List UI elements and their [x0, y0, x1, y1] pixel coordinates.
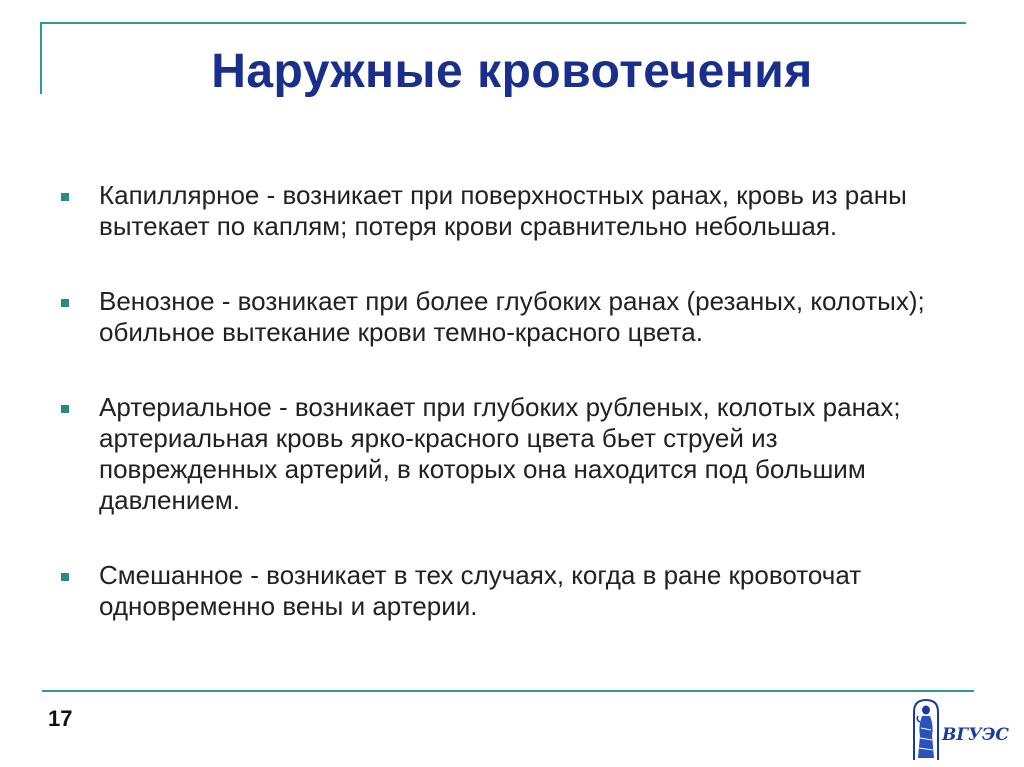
bullet-item-arterial	[60, 392, 960, 516]
university-logo	[910, 696, 1018, 762]
bullet-item-mixed	[60, 560, 960, 622]
bullet-text: Артериальное - возникает при глубоких рубленых, колотых ранах; артериальная кровь ярко-красного цвета бьет струей из поврежденных артерий, в которых она находится под большим давлением.	[99, 392, 901, 515]
square-bullet-icon	[61, 299, 69, 307]
footer-line	[42, 690, 974, 692]
slide-title: Наружные кровотечения	[211, 45, 813, 98]
bullet-list	[60, 180, 960, 622]
square-bullet-icon	[61, 405, 69, 413]
bullet-text: Венозное - возникает при более глубоких ранах (резаных, колотых); обильное вытекание крови темно-красного цвета.	[99, 286, 925, 347]
logo-lettering: ВГУЭС	[942, 725, 1009, 745]
square-bullet-icon	[61, 573, 69, 581]
page-number: 17	[48, 706, 73, 731]
bullet-text: Смешанное - возникает в тех случаях, когда в ране кровоточат одновременно вены и артерии.	[99, 560, 862, 621]
bullet-item-venous	[60, 286, 960, 348]
bullet-item-capillary	[60, 180, 960, 242]
bullet-text: Капиллярное - возникает при поверхностных ранах, кровь из раны вытекает по каплям; потеря крови сравнительно небольшая.	[99, 180, 907, 241]
square-bullet-icon	[61, 193, 69, 201]
top-frame-line	[40, 22, 966, 24]
